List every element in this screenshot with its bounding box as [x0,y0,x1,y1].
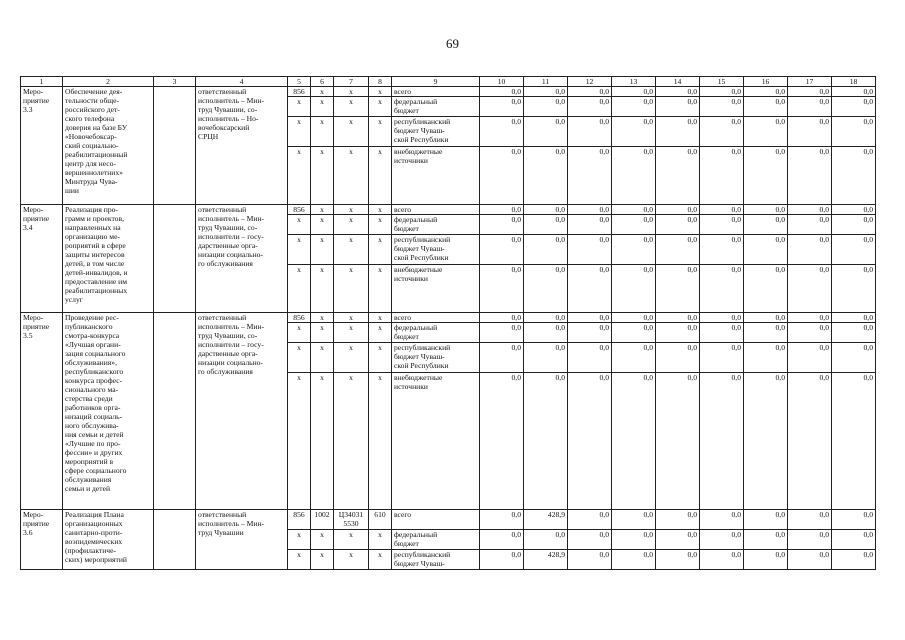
year-value: 0,0 [612,313,656,323]
year-value: 0,0 [656,117,700,147]
year-value: 0,0 [480,87,524,97]
funding-source: республиканский бюджет Чуваш- [392,550,480,570]
year-value: 0,0 [700,97,744,117]
year-value: 0,0 [568,530,612,550]
grbs-code: x [288,323,311,343]
expense-type-code: x [369,530,392,550]
expense-type-code: x [369,205,392,215]
year-value: 0,0 [568,235,612,265]
year-value: 0,0 [612,235,656,265]
section-code: x [311,530,334,550]
funding-source: внебюджетные источники [392,373,480,510]
grbs-code: 856 [288,205,311,215]
grbs-code: x [288,550,311,570]
section-code: x [311,215,334,235]
year-value: 0,0 [480,117,524,147]
target-article-code: x [334,117,369,147]
year-value: 0,0 [700,510,744,530]
year-value: 0,0 [612,343,656,373]
year-value: 0,0 [744,97,788,117]
table-body [21,87,876,570]
table-row [21,205,876,215]
table-row [21,510,876,530]
year-value: 0,0 [788,235,832,265]
year-value: 0,0 [788,117,832,147]
funding-source: внебюджетные источники [392,147,480,205]
header-cell: 16 [744,77,788,87]
year-value: 0,0 [788,147,832,205]
target-article-code: x [334,550,369,570]
header-cell: 10 [480,77,524,87]
year-value: 0,0 [480,97,524,117]
funding-source: всего [392,205,480,215]
year-value: 0,0 [744,265,788,313]
year-value: 0,0 [612,147,656,205]
target-article-code: x [334,313,369,323]
section-code: x [311,343,334,373]
year-value: 0,0 [524,117,568,147]
year-value: 0,0 [832,147,876,205]
year-value: 0,0 [788,550,832,570]
measure-executor: ответственный исполнитель – Мин- труд Чувашии, со- исполнители – госу- дарственные орга- низации социально- го обслуживания [196,205,288,313]
header-cell: 1 [21,77,63,87]
target-article-code: x [334,265,369,313]
year-value: 0,0 [480,323,524,343]
measure-code: Меро- приятие 3.6 [21,510,63,570]
section-code: x [311,87,334,97]
year-value: 0,0 [744,313,788,323]
year-value: 0,0 [524,205,568,215]
program-table [20,76,876,570]
year-value: 0,0 [832,323,876,343]
year-value: 0,0 [568,550,612,570]
target-article-code: x [334,235,369,265]
grbs-code: x [288,530,311,550]
year-value: 0,0 [744,343,788,373]
year-value: 0,0 [832,215,876,235]
year-value: 0,0 [480,550,524,570]
year-value: 0,0 [700,235,744,265]
year-value: 0,0 [524,265,568,313]
header-cell: 17 [788,77,832,87]
measure-col3 [154,205,196,313]
expense-type-code: x [369,313,392,323]
header-cell: 5 [288,77,311,87]
year-value: 0,0 [524,530,568,550]
year-value: 0,0 [832,265,876,313]
grbs-code: x [288,215,311,235]
year-value: 0,0 [656,530,700,550]
year-value: 0,0 [568,343,612,373]
table-row [21,87,876,97]
grbs-code: 856 [288,87,311,97]
header-cell: 15 [700,77,744,87]
section-code: x [311,235,334,265]
header-cell: 7 [334,77,369,87]
year-value: 0,0 [656,235,700,265]
header-cell: 3 [154,77,196,87]
section-code: x [311,550,334,570]
year-value: 0,0 [788,87,832,97]
year-value: 0,0 [656,510,700,530]
measure-name: Обеспечение дея- тельности обще- российского дет- ского телефона доверия на базе БУ «Новочебоксар- ский социально- реабилитационный центр для несо- вершеннолетних» Минтруда Чува- шии [63,87,154,205]
funding-source: республиканский бюджет Чуваш- ской Республики [392,343,480,373]
target-article-code: Ц34031 5530 [334,510,369,530]
section-code: 1002 [311,510,334,530]
year-value: 0,0 [700,147,744,205]
grbs-code: x [288,97,311,117]
year-value: 0,0 [524,147,568,205]
year-value: 0,0 [568,215,612,235]
year-value: 0,0 [700,313,744,323]
expense-type-code: x [369,373,392,510]
year-value: 0,0 [480,215,524,235]
target-article-code: x [334,87,369,97]
section-code: x [311,205,334,215]
expense-type-code: x [369,97,392,117]
year-value: 0,0 [788,373,832,510]
measure-code: Меро- приятие 3.4 [21,205,63,313]
header-cell: 18 [832,77,876,87]
measure-col3 [154,87,196,205]
target-article-code: x [334,215,369,235]
year-value: 0,0 [832,97,876,117]
year-value: 0,0 [832,87,876,97]
year-value: 0,0 [656,323,700,343]
year-value: 0,0 [612,323,656,343]
year-value: 0,0 [700,530,744,550]
measure-executor: ответственный исполнитель – Мин- труд Чувашии, со- исполнители – госу- дарственные орга- низации социально- го обслуживания [196,313,288,510]
measure-col3 [154,510,196,570]
year-value: 0,0 [700,265,744,313]
year-value: 0,0 [832,117,876,147]
target-article-code: x [334,97,369,117]
year-value: 0,0 [480,265,524,313]
section-code: x [311,97,334,117]
year-value: 0,0 [788,215,832,235]
year-value: 0,0 [788,205,832,215]
expense-type-code: 610 [369,510,392,530]
year-value: 0,0 [612,117,656,147]
table-row [21,313,876,323]
grbs-code: x [288,117,311,147]
year-value: 0,0 [612,550,656,570]
header-cell: 14 [656,77,700,87]
year-value: 0,0 [480,510,524,530]
year-value: 0,0 [832,550,876,570]
funding-source: федеральный бюджет [392,530,480,550]
year-value: 0,0 [568,117,612,147]
measure-code: Меро- приятие 3.3 [21,87,63,205]
year-value: 0,0 [700,373,744,510]
year-value: 428,9 [524,510,568,530]
year-value: 0,0 [656,97,700,117]
year-value: 0,0 [480,235,524,265]
year-value: 0,0 [568,313,612,323]
year-value: 0,0 [480,343,524,373]
grbs-code: x [288,265,311,313]
year-value: 0,0 [480,147,524,205]
expense-type-code: x [369,323,392,343]
grbs-code: 856 [288,313,311,323]
year-value: 0,0 [656,87,700,97]
funding-source: республиканский бюджет Чуваш- ской Республики [392,235,480,265]
expense-type-code: x [369,235,392,265]
year-value: 0,0 [788,265,832,313]
expense-type-code: x [369,550,392,570]
year-value: 0,0 [832,373,876,510]
year-value: 0,0 [612,530,656,550]
year-value: 0,0 [568,510,612,530]
year-value: 0,0 [568,205,612,215]
year-value: 0,0 [788,343,832,373]
year-value: 0,0 [788,323,832,343]
year-value: 0,0 [744,530,788,550]
section-code: x [311,117,334,147]
header-cell: 4 [196,77,288,87]
year-value: 0,0 [744,550,788,570]
year-value: 0,0 [656,550,700,570]
year-value: 0,0 [700,117,744,147]
year-value: 0,0 [612,373,656,510]
year-value: 0,0 [524,235,568,265]
year-value: 0,0 [568,147,612,205]
header-cell: 13 [612,77,656,87]
year-value: 0,0 [744,215,788,235]
year-value: 0,0 [568,373,612,510]
year-value: 0,0 [480,373,524,510]
grbs-code: x [288,343,311,373]
year-value: 0,0 [568,265,612,313]
section-code: x [311,265,334,313]
header-cell: 12 [568,77,612,87]
year-value: 0,0 [700,215,744,235]
year-value: 0,0 [568,87,612,97]
year-value: 0,0 [788,530,832,550]
section-code: x [311,373,334,510]
year-value: 0,0 [700,550,744,570]
year-value: 428,9 [524,550,568,570]
year-value: 0,0 [568,97,612,117]
year-value: 0,0 [656,147,700,205]
year-value: 0,0 [700,343,744,373]
year-value: 0,0 [612,510,656,530]
year-value: 0,0 [524,373,568,510]
expense-type-code: x [369,87,392,97]
year-value: 0,0 [612,97,656,117]
table-header [21,77,876,87]
measure-executor: ответственный исполнитель – Мин- труд Чувашии [196,510,288,570]
year-value: 0,0 [656,373,700,510]
measure-name: Реализация про- грамм и проектов, направленных на организацию ме- роприятий в сфере защиты интересов детей, в том числе детей-инвалидов, и предоставление им реабилитационных услуг [63,205,154,313]
grbs-code: 856 [288,510,311,530]
funding-source: федеральный бюджет [392,323,480,343]
expense-type-code: x [369,343,392,373]
target-article-code: x [334,373,369,510]
year-value: 0,0 [788,510,832,530]
year-value: 0,0 [744,235,788,265]
year-value: 0,0 [832,530,876,550]
year-value: 0,0 [788,313,832,323]
measure-col3 [154,313,196,510]
year-value: 0,0 [788,97,832,117]
section-code: x [311,323,334,343]
year-value: 0,0 [700,205,744,215]
year-value: 0,0 [744,510,788,530]
grbs-code: x [288,147,311,205]
year-value: 0,0 [832,313,876,323]
year-value: 0,0 [612,205,656,215]
measure-code: Меро- приятие 3.5 [21,313,63,510]
year-value: 0,0 [832,510,876,530]
year-value: 0,0 [612,265,656,313]
year-value: 0,0 [524,215,568,235]
header-cell: 8 [369,77,392,87]
year-value: 0,0 [744,87,788,97]
year-value: 0,0 [524,313,568,323]
year-value: 0,0 [524,87,568,97]
expense-type-code: x [369,117,392,147]
year-value: 0,0 [744,147,788,205]
grbs-code: x [288,373,311,510]
header-cell: 6 [311,77,334,87]
year-value: 0,0 [656,205,700,215]
year-value: 0,0 [832,205,876,215]
measure-name: Реализация Плана организационных санитарно-проти- воэпидемических (профилактиче- ских) мероприятий [63,510,154,570]
year-value: 0,0 [568,323,612,343]
header-cell: 11 [524,77,568,87]
year-value: 0,0 [480,313,524,323]
header-cell: 2 [63,77,154,87]
measure-name: Проведение рес- публиканского смотра-конкурса «Лучшая органи- зация социального обслуживания», республиканского конкурса профес- сионального ма- стерства среди работников орга- низаций социаль- ного обслужива- ния семьи и детей «Лучшие по про- фессии» и других мероприятий в сфере социального обслуживания семьи и детей [63,313,154,510]
year-value: 0,0 [524,97,568,117]
section-code: x [311,147,334,205]
measure-executor: ответственный исполнитель – Мин- труд Чувашии, со- исполнитель – Но- вочебоксарский СРЦН [196,87,288,205]
year-value: 0,0 [656,215,700,235]
year-value: 0,0 [524,343,568,373]
funding-source: всего [392,313,480,323]
funding-source: внебюджетные источники [392,265,480,313]
year-value: 0,0 [480,205,524,215]
year-value: 0,0 [656,343,700,373]
target-article-code: x [334,323,369,343]
expense-type-code: x [369,215,392,235]
header-cell: 9 [392,77,480,87]
target-article-code: x [334,343,369,373]
funding-source: федеральный бюджет [392,97,480,117]
target-article-code: x [334,205,369,215]
funding-source: всего [392,510,480,530]
grbs-code: x [288,235,311,265]
target-article-code: x [334,147,369,205]
year-value: 0,0 [656,313,700,323]
section-code: x [311,313,334,323]
year-value: 0,0 [744,205,788,215]
year-value: 0,0 [700,87,744,97]
target-article-code: x [334,530,369,550]
expense-type-code: x [369,147,392,205]
funding-source: республиканский бюджет Чуваш- ской Республики [392,117,480,147]
year-value: 0,0 [612,215,656,235]
year-value: 0,0 [744,117,788,147]
funding-source: федеральный бюджет [392,215,480,235]
year-value: 0,0 [524,323,568,343]
year-value: 0,0 [700,323,744,343]
funding-source: всего [392,87,480,97]
year-value: 0,0 [832,343,876,373]
year-value: 0,0 [744,323,788,343]
expense-type-code: x [369,265,392,313]
year-value: 0,0 [656,265,700,313]
year-value: 0,0 [744,373,788,510]
year-value: 0,0 [480,530,524,550]
page-number: 69 [446,36,459,51]
year-value: 0,0 [612,87,656,97]
year-value: 0,0 [832,235,876,265]
